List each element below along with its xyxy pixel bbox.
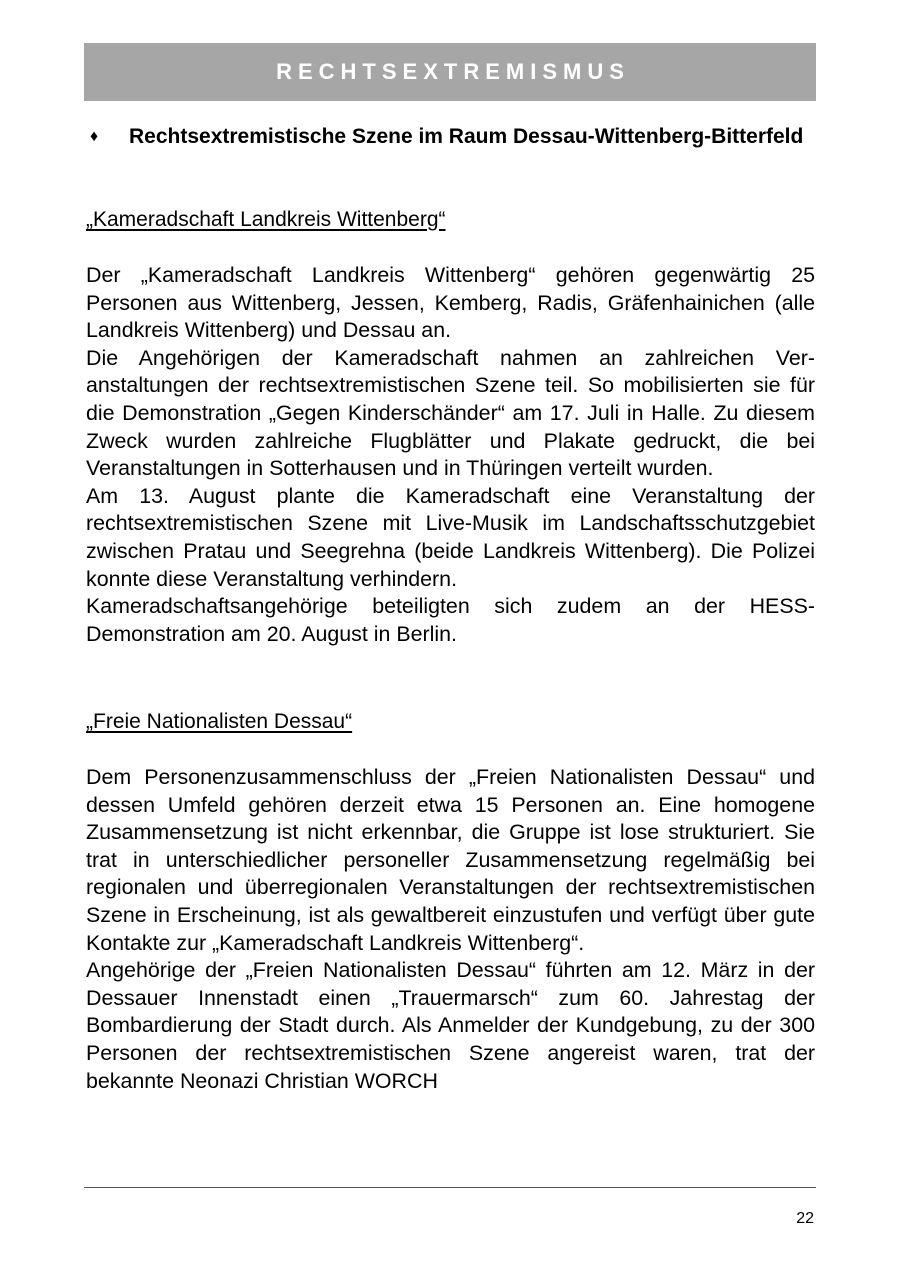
section-heading [84, 122, 816, 152]
paragraph: Angehörige der „Freien Nationalisten Dessau“ führten am 12. März in der Dessauer Innenstadt einen „Trauermarsch“ zum 60. Jahrestag der Bombardierung der Stadt durch. Als Anmelder der Kundgebung, zu der 300 Personen der rechtsextremistischen Szene angereist waren, trat der bekannte Neonazi Christian WORCH [86, 958, 815, 1093]
subsection-body-freie-nationalisten [86, 764, 815, 1095]
paragraph: Dem Personenzusammenschluss der „Freien Nationalisten Dessau“ und dessen Umfeld gehören derzeit etwa 15 Personen an. Eine homogene Zusammensetzung ist nicht erkennbar, die Gruppe ist lose strukturiert. Sie trat in unterschiedlicher personeller Zusammensetzung regelmäßig bei regionalen und überregionalen Veranstaltungen der rechtsextremistischen Szene in Erscheinung, ist als gewaltbereit einzustufen und verfügt über gute Kontakte zur „Kameradschaft Landkreis Wittenberg“. [86, 765, 815, 955]
page-number: 22 [796, 1210, 814, 1227]
paragraph: Die Angehörigen der Kameradschaft nahmen an zahlreichen Veranstaltungen der rechtsextremistischen Szene teil. So mobilisierten sie für die Demonstration „Gegen Kinderschänder“ am 17. Juli in Halle. Zu diesem Zweck wurden zahlreiche Flugblätter und Plakate gedruckt, die bei Veranstaltungen in Sotterhausen und in Thüringen verteilt wurden. [86, 345, 815, 481]
diamond-bullet-icon: ♦ [90, 128, 99, 145]
section-title: Rechtsextremistische Szene im Raum Dessau-Wittenberg-Bitterfeld [129, 125, 804, 148]
subsection-heading-freie-nationalisten: „Freie Nationalisten Dessau“ [86, 710, 353, 733]
paragraph: Kameradschaftsangehörige beteiligten sich zudem an der HESS-Demonstration am 20. August in Berlin. [86, 594, 815, 646]
footer-divider [84, 1187, 816, 1188]
paragraph: Der „Kameradschaft Landkreis Wittenberg“ gehören gegenwärtig 25 Personen aus Wittenberg, Jessen, Kemberg, Radis, Gräfenhainichen (alle Landkreis Wittenberg) und Dessau an. [86, 263, 815, 343]
chapter-header-bar [84, 43, 816, 101]
subsection-body-kameradschaft [86, 262, 815, 648]
chapter-title: RECHTSEXTREMISMUS [276, 59, 630, 84]
subsection-heading-kameradschaft: „Kameradschaft Landkreis Wittenberg“ [86, 208, 446, 231]
paragraph: Am 13. August plante die Kameradschaft eine Veranstaltung der rechtsextremistischen Szene mit Live-Musik im Landschaftsschutzgebiet zwischen Pratau und Seegrehna (beide Landkreis Wittenberg). Die Polizei konnte diese Veranstaltung verhindern. [86, 483, 815, 591]
